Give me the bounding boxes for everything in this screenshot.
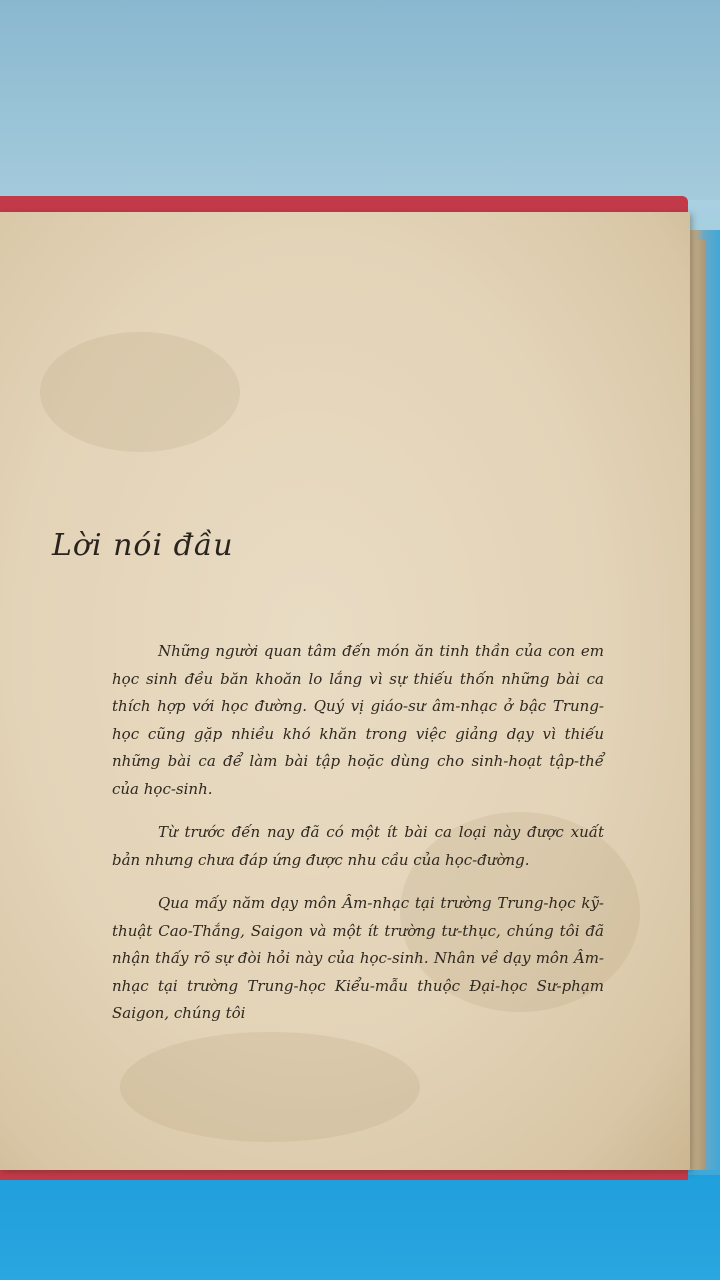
paragraph-text: Những người quan tâm đến món ăn tinh thần của con em học sinh đều băn khoăn lo lắng vì sự thiếu thốn những bài ca thích hợp với học đường. Quý vị giáo-sư âm-nhạc ở bậc Trung-học cũng gặp nhiều khó khăn trong việc giảng dạy vì thiếu những bài ca để làm bài tập hoặc dùng cho sinh-hoạt tập-thể của học-sinh.: [112, 642, 604, 798]
paragraph: [112, 890, 604, 1028]
paragraph-text: Từ trước đến nay đã có một ít bài ca loại này được xuất bản nhưng chưa đáp ứng được nhu cầu của học-đường.: [112, 823, 604, 869]
paragraph: [112, 638, 604, 803]
background-wall: [0, 0, 720, 200]
page-heading: Lời nói đầu: [52, 528, 234, 563]
preface-body: [112, 638, 604, 1044]
paper-stain: [120, 1032, 420, 1142]
paper-stain: [40, 332, 240, 452]
paragraph-text: Qua mấy năm dạy môn Âm-nhạc tại trường Trung-học kỹ-thuật Cao-Thắng, Saigon và một ít trường tư-thục, chúng tôi đã nhận thấy rõ sự đòi hỏi này của học-sinh. Nhân về dạy môn Âm-nhạc tại trường Trung-học Kiểu-mẫu thuộc Đại-học Sư-phạm Saigon, chúng tôi: [112, 894, 604, 1022]
paragraph: [112, 819, 604, 874]
background-table: [0, 1175, 720, 1280]
